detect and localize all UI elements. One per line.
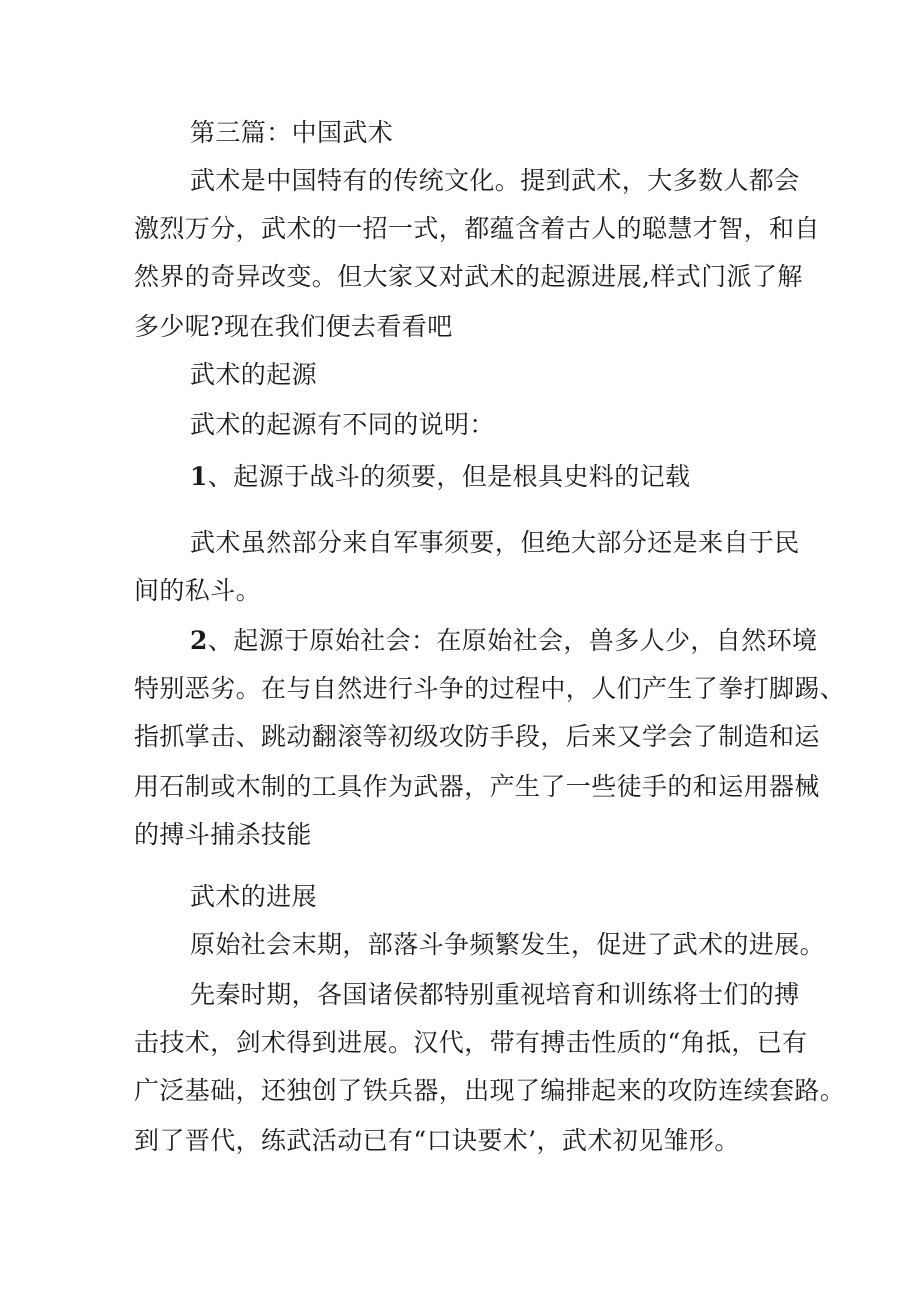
item2-body-line-2: 指抓掌击、跳动翻滚等初级攻防手段，后来又学会了制造和运	[134, 722, 820, 751]
intro-line-2: 激烈万分，武术的一招一式，都蕴含着古人的聪慧才智，和自	[134, 214, 820, 243]
item2-body-line-3: 用石制或木制的工具作为武器，产生了一些徒手的和运用器械	[134, 772, 820, 801]
intro-line-1: 武术是中国特有的传统文化。提到武术，大多数人都会	[190, 166, 800, 195]
item1-body-line-2: 间的私斗。	[134, 576, 262, 605]
item-text: 、起源于战斗的须要，但是根具史料的记载	[207, 462, 691, 491]
development-p2-line-3: 广泛基础，还独创了铁兵器，出现了编排起来的攻防连续套路。	[134, 1076, 846, 1105]
document-title: 第三篇：中国武术	[190, 118, 394, 147]
development-p2-line-4: 到了晋代，练武活动已有“口诀要术’，武术初见雏形。	[134, 1126, 740, 1155]
section-heading-origin: 武术的起源	[190, 360, 318, 389]
origin-item-2	[190, 624, 818, 658]
item1-body-line-1: 武术虽然部分来自军事须要，但绝大部分还是来自于民	[190, 528, 800, 557]
section-heading-development: 武术的进展	[190, 882, 318, 911]
development-p2-line-2: 击技术，剑术得到进展。汉代，带有搏击性质的“角抵，已有	[134, 1028, 808, 1057]
item2-body-line-1: 特别恶劣。在与自然进行斗争的过程中，人们产生了拳打脚踢、	[134, 674, 846, 703]
development-paragraph-1: 原始社会末期，部落斗争频繁发生，促进了武术的进展。	[190, 930, 826, 959]
development-p2-line-1: 先秦时期，各国诸侯都特别重视培育和训练将士们的搏	[190, 980, 800, 1009]
item2-body-line-4: 的搏斗捕杀技能	[134, 820, 312, 849]
origin-item-1	[190, 460, 690, 494]
item-number: 1	[190, 462, 208, 491]
item-text: 、起源于原始社会：在原始社会，兽多人少，自然环境	[207, 626, 818, 655]
item-number: 2	[190, 626, 208, 655]
intro-line-3: 然界的奇异改变。但大家又对武术的起源进展,样式门派了解	[134, 262, 803, 291]
origin-lead: 武术的起源有不同的说明：	[190, 410, 495, 439]
intro-line-4: 多少呢?现在我们便去看看吧	[134, 312, 453, 341]
